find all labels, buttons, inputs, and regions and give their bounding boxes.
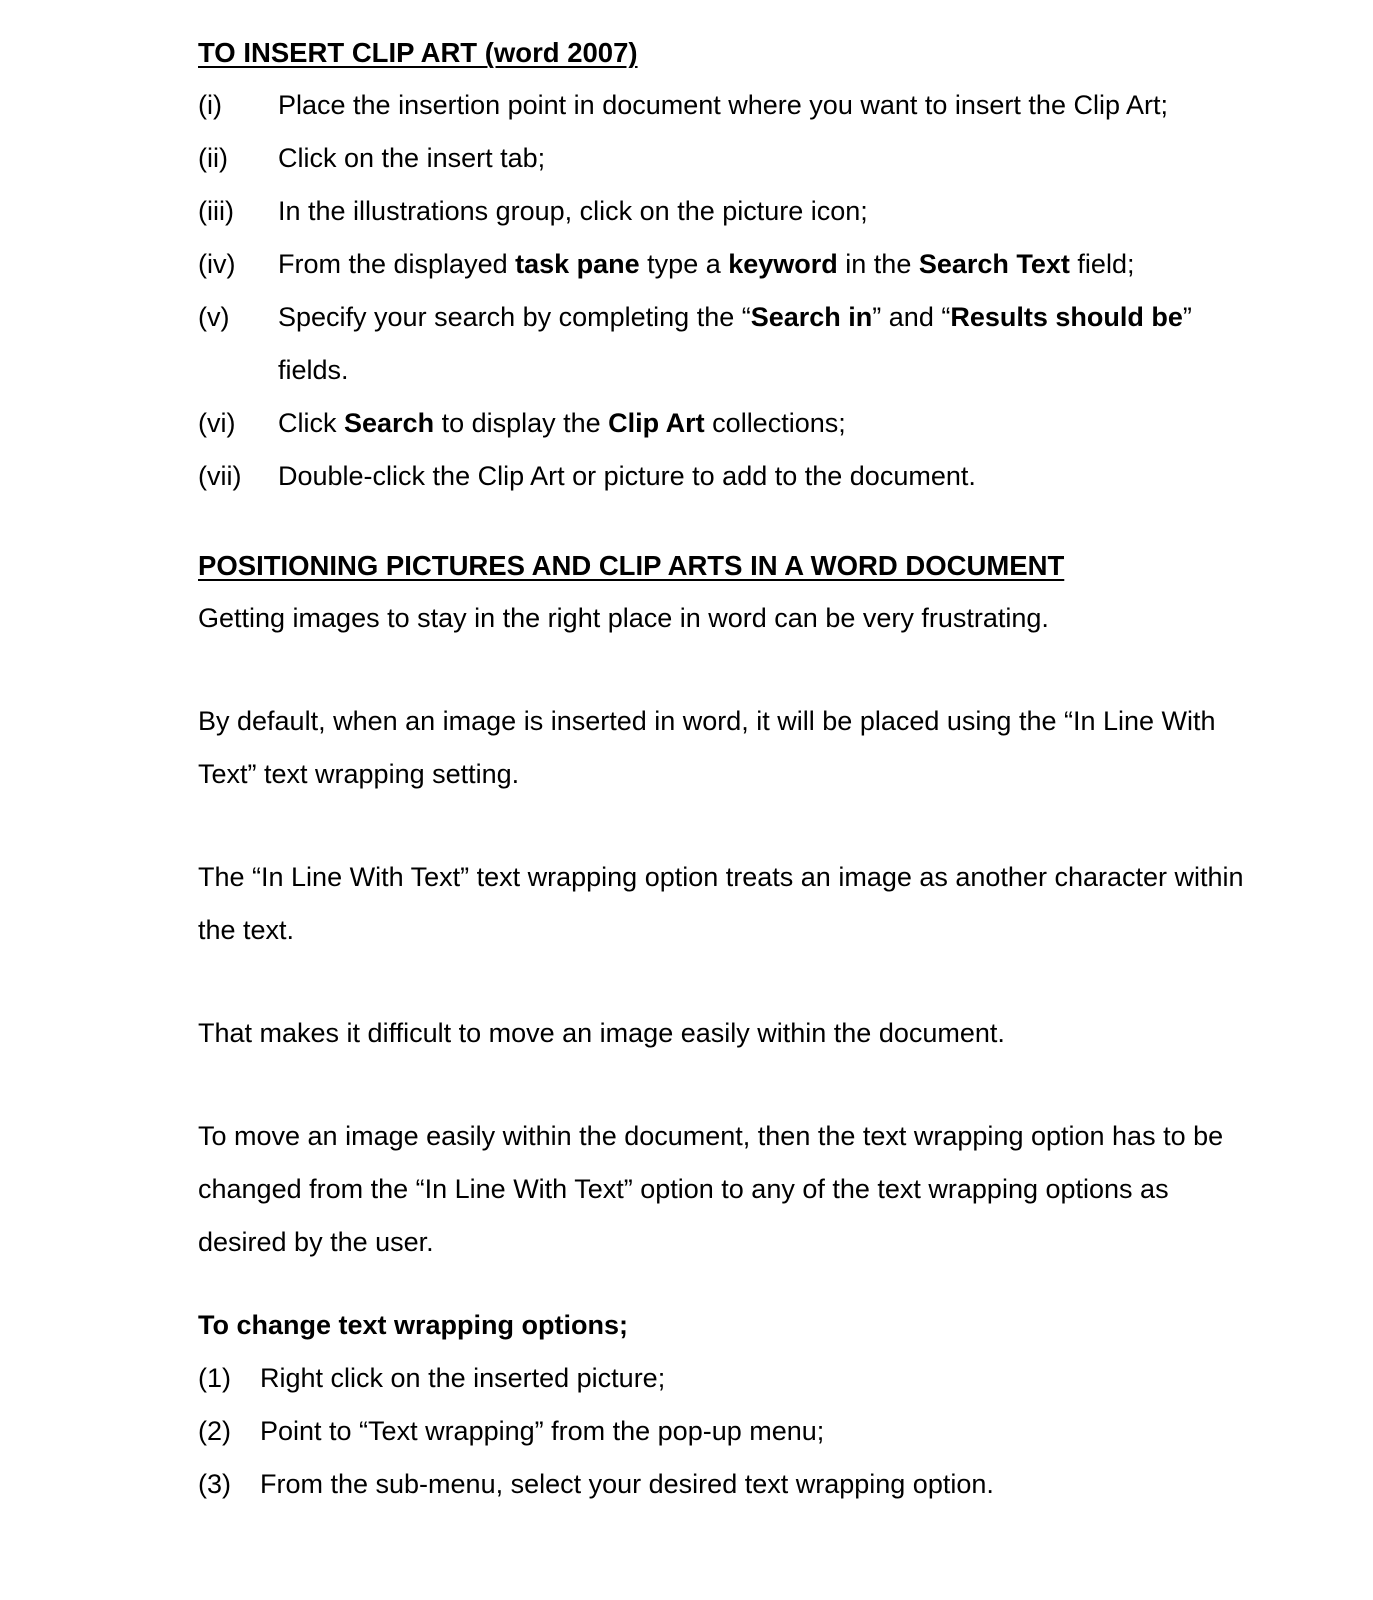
list-item [198, 291, 1261, 397]
paragraph: To move an image easily within the document, then the text wrapping option has to be changed from the “In Line With Text” option to any of the text wrapping options as desired by the user. [198, 1121, 1224, 1257]
text-segment-bold: Search in [750, 302, 873, 332]
text-segment: From the displayed [278, 249, 516, 279]
list-marker: (iii) [198, 196, 234, 226]
list-item-text: From the sub-menu, select your desired text wrapping option. [260, 1469, 994, 1499]
paragraph: That makes it difficult to move an image easily within the document. [198, 1018, 1005, 1048]
section-heading-positioning: POSITIONING PICTURES AND CLIP ARTS IN A WORD DOCUMENT [198, 550, 1065, 581]
paragraph: The “In Line With Text” text wrapping option treats an image as another character within the text. [198, 862, 1244, 945]
list-item-text: Right click on the inserted picture; [260, 1363, 666, 1393]
list-item-text [278, 238, 1261, 291]
text-segment-bold: Clip Art [608, 408, 705, 438]
text-segment: in the [837, 249, 919, 279]
list-marker: (ii) [198, 143, 228, 173]
text-segment: ” fields. [278, 302, 1192, 385]
paragraph: Getting images to stay in the right place in word can be very frustrating. [198, 603, 1049, 633]
list-item [198, 238, 1261, 291]
wrapping-steps-list [198, 1352, 1261, 1511]
list-item-text: Click on the insert tab; [278, 143, 546, 173]
text-segment-bold: Search [344, 408, 435, 438]
list-item [198, 185, 1261, 238]
text-segment: Specify your search by completing the “ [278, 302, 751, 332]
list-item [198, 1352, 1261, 1405]
list-marker: (2) [198, 1416, 231, 1446]
text-segment-bold: Results should be [950, 302, 1183, 332]
list-marker: (3) [198, 1469, 231, 1499]
text-segment: type a [639, 249, 729, 279]
list-item-text [278, 291, 1261, 397]
list-item [198, 79, 1261, 132]
list-marker: (vii) [198, 461, 242, 491]
insert-steps-list [198, 79, 1261, 503]
list-item-text: Point to “Text wrapping” from the pop-up menu; [260, 1416, 825, 1446]
paragraph: By default, when an image is inserted in word, it will be placed using the “In Line With Text” text wrapping setting. [198, 706, 1216, 789]
text-segment: to display the [434, 408, 609, 438]
list-item [198, 450, 1261, 503]
list-item-text: Place the insertion point in document where you want to insert the Clip Art; [278, 90, 1168, 120]
section-heading-insert-clip-art: TO INSERT CLIP ART (word 2007) [198, 37, 638, 68]
list-item [198, 1458, 1261, 1511]
text-segment-bold: task pane [515, 249, 640, 279]
text-segment: ” and “ [872, 302, 951, 332]
text-segment-bold: keyword [728, 249, 838, 279]
list-marker: (1) [198, 1363, 231, 1393]
section-positioning-pictures [198, 539, 1261, 1269]
section-insert-clip-art [198, 26, 1261, 503]
text-segment: collections; [704, 408, 846, 438]
list-item-text [278, 397, 1261, 450]
list-item [198, 397, 1261, 450]
list-item [198, 1405, 1261, 1458]
text-segment: Click [278, 408, 344, 438]
section-change-text-wrapping [198, 1299, 1261, 1511]
list-item [198, 132, 1261, 185]
list-item-text: Double-click the Clip Art or picture to add to the document. [278, 461, 976, 491]
list-marker: (vi) [198, 408, 236, 438]
list-marker: (iv) [198, 249, 236, 279]
section-heading-text-wrapping: To change text wrapping options; [198, 1310, 628, 1340]
list-item-text: In the illustrations group, click on the picture icon; [278, 196, 868, 226]
text-segment: field; [1069, 249, 1135, 279]
text-segment-bold: Search Text [918, 249, 1070, 279]
list-marker: (i) [198, 90, 222, 120]
list-marker: (v) [198, 302, 230, 332]
